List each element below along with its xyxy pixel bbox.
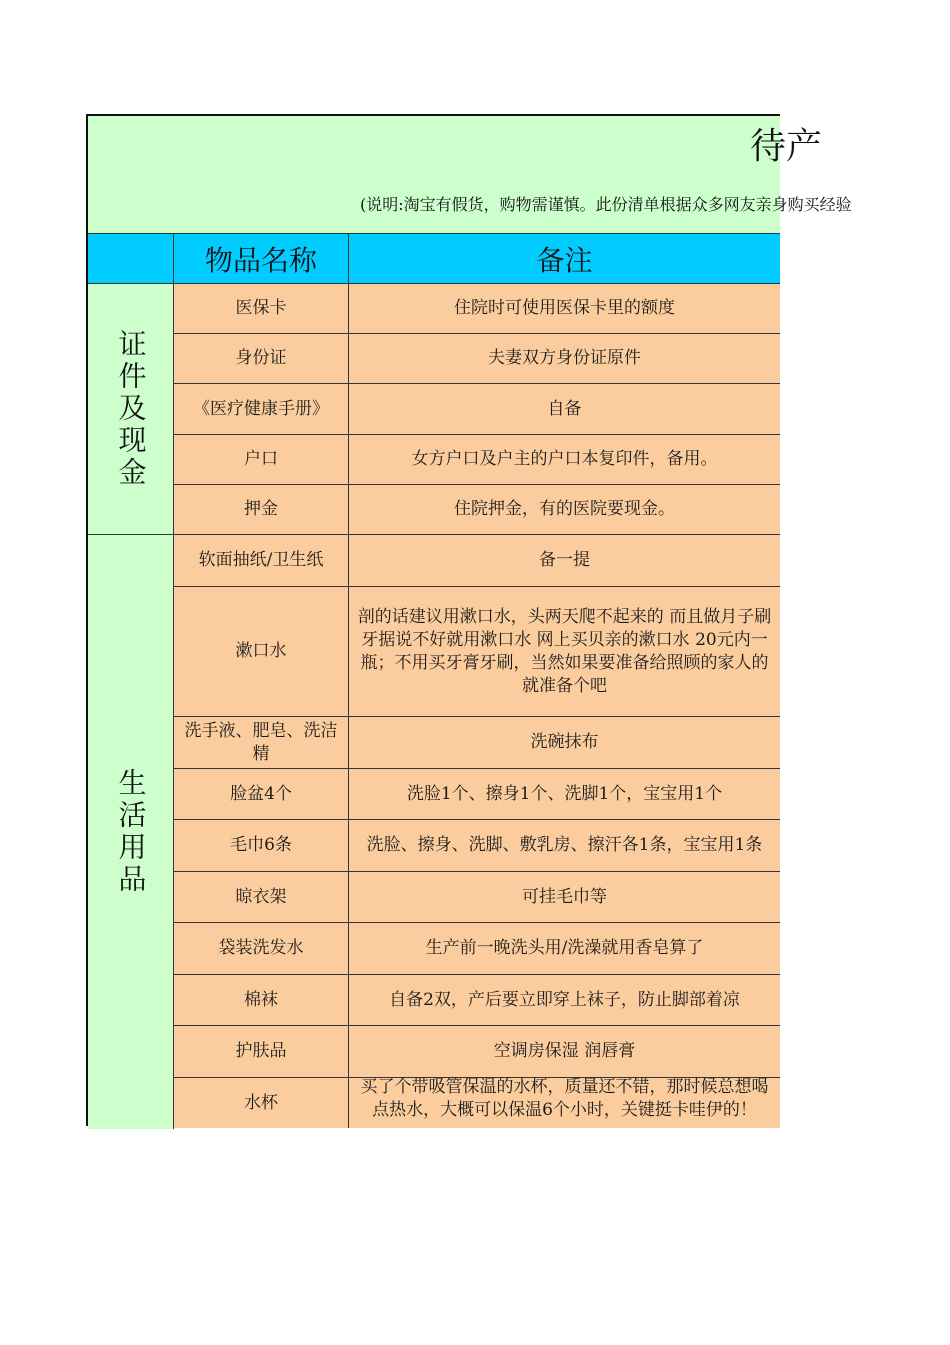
- table-row: [174, 435, 780, 485]
- header-remarks: 备注: [536, 243, 593, 277]
- item-name: 水杯: [174, 1078, 349, 1128]
- category-cell-daily-supplies: [88, 535, 174, 1129]
- title-area: [88, 116, 852, 234]
- checklist-sheet: [86, 114, 852, 1126]
- item-name: 毛巾6条: [174, 820, 349, 871]
- table-row: [174, 535, 780, 587]
- item-name: 身份证: [174, 334, 349, 383]
- item-name: 袋装洗发水: [174, 923, 349, 974]
- item-note: 自备: [547, 398, 582, 419]
- table-row: [174, 587, 780, 717]
- item-note: 剖的话建议用漱口水，头两天爬不起来的 而且做月子刷牙据说不好就用漱口水 网上买贝亲的漱口水 20元内一瓶；不用买牙膏牙刷，当然如果要准备给照顾的家人的就准备个吧: [357, 606, 772, 696]
- item-note: 洗脸、擦身、洗脚、敷乳房、擦汗各1条，宝宝用1条: [366, 835, 763, 855]
- item-note: 洗碗抹布: [530, 732, 599, 752]
- category-label: 生活用品: [114, 768, 148, 896]
- table-row: [174, 384, 780, 435]
- item-name: 医保卡: [174, 284, 349, 333]
- item-name: 软面抽纸/卫生纸: [174, 535, 349, 586]
- table-row: [174, 334, 780, 384]
- table-row: [174, 923, 780, 975]
- item-note: 洗脸1个、擦身1个、洗脚1个，宝宝用1个: [406, 783, 723, 804]
- item-name: 晾衣架: [174, 872, 349, 922]
- table-row: [174, 975, 780, 1026]
- item-note: 空调房保湿 润唇膏: [493, 1041, 636, 1061]
- item-note: 住院时可使用医保卡里的额度: [454, 298, 675, 318]
- item-note: [349, 1078, 780, 1128]
- item-name: 押金: [174, 485, 349, 534]
- category-label: 证件及现金: [114, 329, 148, 489]
- category-cell-documents: [88, 284, 174, 535]
- page-title: 待产: [750, 126, 823, 167]
- item-name: 《医疗健康手册》: [174, 384, 349, 434]
- table-row: [174, 284, 780, 334]
- item-note: 住院押金，有的医院要现金。: [454, 499, 675, 519]
- item-note-text: 买了个带吸管保温的水杯，质量还不错，那时候总想喝点热水，大概可以保温6个小时，关键挺卡哇伊的！: [360, 1077, 769, 1120]
- table-row: [174, 717, 780, 769]
- item-name: 洗手液、肥皂、洗洁精: [174, 717, 349, 768]
- item-note: 夫妻双方身份证原件: [488, 348, 641, 368]
- item-note: 女方户口及户主的户口本复印件，备用。: [411, 449, 718, 469]
- table-header: [88, 234, 780, 284]
- table-row: [174, 485, 780, 535]
- table-row: [174, 1026, 780, 1078]
- disclaimer-note: (说明:淘宝有假货，购物需谨慎。此份清单根据众多网友亲身购买经验: [360, 195, 852, 214]
- item-name: 脸盆4个: [174, 769, 349, 819]
- item-note: 可挂毛巾等: [522, 886, 607, 907]
- item-note: 生产前一晚洗头用/洗澡就用香皂算了: [425, 938, 704, 958]
- item-note: 自备2双，产后要立即穿上袜子，防止脚部着凉: [389, 989, 740, 1010]
- item-note: 备一提: [539, 550, 590, 570]
- item-name: 护肤品: [174, 1026, 349, 1077]
- table-row: [174, 769, 780, 820]
- table-row: [174, 820, 780, 872]
- table-row: [174, 872, 780, 923]
- header-category-blank: [88, 234, 174, 283]
- item-name: 漱口水: [174, 587, 349, 716]
- item-name: 户口: [174, 435, 349, 484]
- item-name: 棉袜: [174, 975, 349, 1025]
- header-item-name: 物品名称: [174, 234, 349, 283]
- table-row: [174, 1078, 780, 1128]
